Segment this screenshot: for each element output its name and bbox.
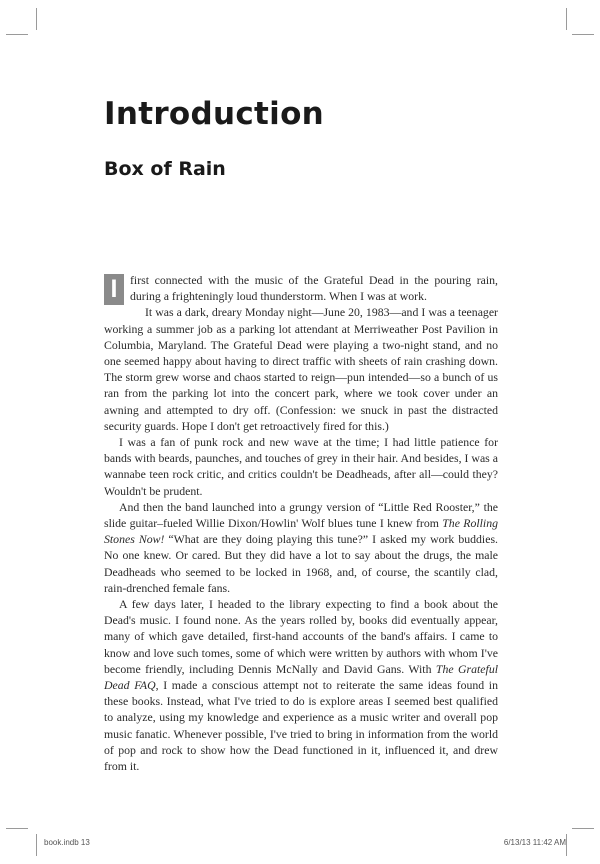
- chapter-subtitle: Box of Rain: [104, 158, 226, 180]
- crop-mark-bottom-right-v: [566, 834, 567, 856]
- paragraph-4: [104, 499, 498, 596]
- crop-mark-top-left-h: [6, 34, 28, 35]
- paragraph-5-text-b: , I made a conscious attempt not to reiterate the same ideas found in these books. Instead, what I've tried to do is explore areas I seemed best qualified to analyze, using my knowledge and experience as a music writer and overall pop music fanatic. Whenever possible, I've tried to bring in information from the world of pop and rock to show how the Dead functioned in it, influenced it, and drew from it.: [104, 678, 498, 774]
- crop-mark-top-right-h: [572, 34, 594, 35]
- crop-mark-top-left-v: [36, 8, 37, 30]
- paragraph-5-text-a: A few days later, I headed to the library expecting to find a book about the Dead's music. I found none. As the years rolled by, books did eventually appear, many of which gave detailed, first-hand accounts of the band's affairs. I came to know and love such tomes, some of which were written by authors with whom I've become friendly, including Dennis McNally and David Gans. With: [104, 597, 498, 676]
- paragraph-3: I was a fan of punk rock and new wave at the time; I had little patience for bands with beards, paunches, and touches of grey in their hair. And besides, I was a wannabe teen rock critic, and critics couldn't be Deadheads, after all—could they? Wouldn't be prudent.: [104, 435, 498, 498]
- footer-timestamp: 6/13/13 11:42 AM: [503, 838, 566, 847]
- drop-cap: I: [104, 274, 124, 305]
- footer-file-name: book.indb 13: [44, 838, 90, 847]
- crop-mark-bottom-right-h: [572, 828, 594, 829]
- book-title-rolling-stones-now: The Rolling Stones Now!: [104, 516, 498, 547]
- paragraph-4-text-b: “What are they doing playing this tune?” I asked my work buddies. No one knew. Or cared. But they did have a lot to say about the drugs, the male Deadheads who seemed to be locked in 1968, and, of course, the scantily clad, rain-drenched female fans.: [104, 532, 498, 595]
- paragraph-1: [104, 272, 498, 304]
- chapter-title: Introduction: [104, 96, 325, 132]
- crop-mark-bottom-left-v: [36, 834, 37, 856]
- book-title-grateful-dead-faq: The Grateful Dead FAQ: [104, 661, 499, 693]
- paragraph-2: It was a dark, dreary Monday night—June 20, 1983—and I was a teenager working a summer job as a parking lot attendant at Merriweather Post Pavilion in Columbia, Maryland. The Grateful Dead were playing a two-night stand, and no one seemed happy about having to direct traffic with sheets of rain crashing down. The storm grew worse and chaos started to reign—pun intended—so a bunch of us ran from the parking lot into the concert park, where we took cover under an awning and attempted to dry off. (Confession: we snuck in past the distracted security guards. Hope I don't get retroactively fired for this.): [104, 305, 498, 433]
- crop-mark-top-right-v: [566, 8, 567, 30]
- paragraph-1-text: first connected with the music of the Grateful Dead in the pouring rain, during a frighteningly loud thunderstorm. When I was at work.: [130, 273, 498, 304]
- body-text: [104, 272, 498, 774]
- paragraph-5: [104, 596, 498, 774]
- paragraph-4-text-a: And then the band launched into a grungy version of “Little Red Rooster,” the slide guitar–fueled Willie Dixon/Howlin' Wolf blues tune I knew from: [104, 499, 498, 531]
- crop-mark-bottom-left-h: [6, 828, 28, 829]
